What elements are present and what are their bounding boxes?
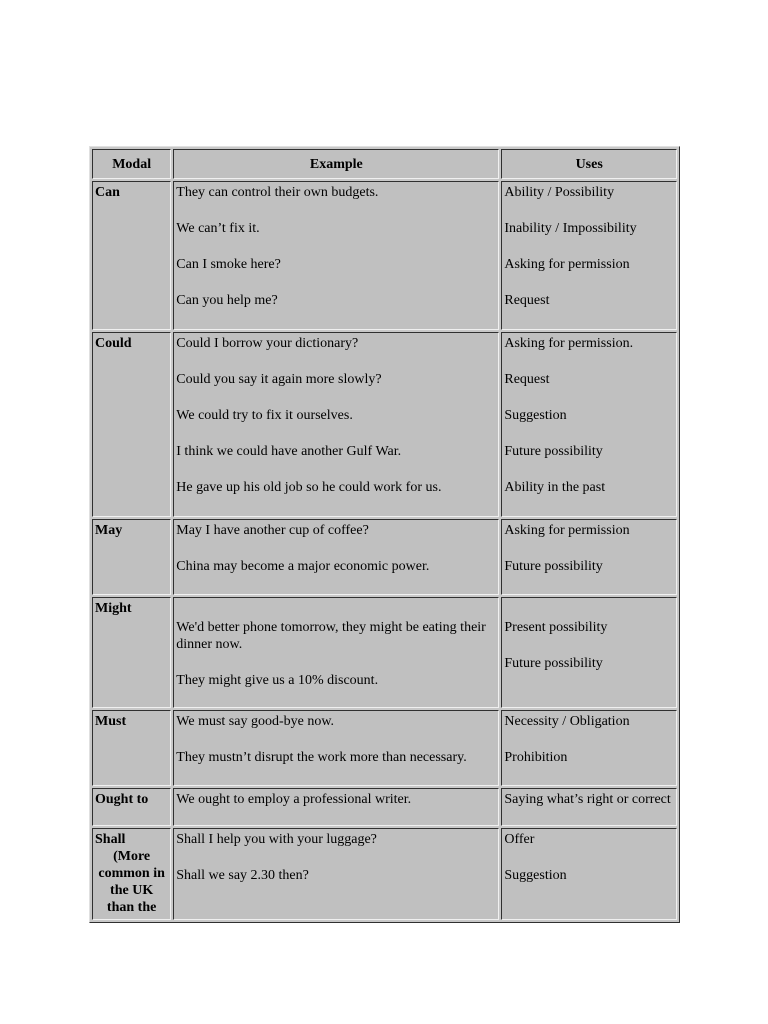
modal-label: Can xyxy=(95,185,120,200)
example-cell xyxy=(173,828,499,920)
table-row-might xyxy=(92,597,677,708)
example-line: We must say good-bye now. xyxy=(176,714,335,729)
modal-cell xyxy=(92,828,171,920)
modal-label: May xyxy=(95,523,123,538)
use-line: Present possibility xyxy=(504,620,608,635)
example-line: I think we could have another Gulf War. xyxy=(176,444,402,459)
use-line: Request xyxy=(504,372,550,387)
use-line: Saying what’s right or correct xyxy=(504,792,671,807)
example-cell xyxy=(173,710,499,786)
table-row-may xyxy=(92,519,677,595)
example-line: Shall we say 2.30 then? xyxy=(176,868,309,883)
example-line: We ought to employ a professional writer. xyxy=(176,792,412,807)
use-line: Future possibility xyxy=(504,444,603,459)
uses-cell xyxy=(501,710,677,786)
use-line: Request xyxy=(504,293,550,308)
use-line: Asking for permission. xyxy=(504,336,634,351)
example-line: They can control their own budgets. xyxy=(176,185,379,200)
example-line: Shall I help you with your luggage? xyxy=(176,832,377,847)
use-line: Asking for permission xyxy=(504,257,630,272)
modal-cell xyxy=(92,519,171,595)
uses-cell xyxy=(501,332,677,517)
modal-label: Must xyxy=(95,714,127,729)
use-line: Suggestion xyxy=(504,408,567,423)
table-row-shall xyxy=(92,828,677,920)
use-line: Ability / Possibility xyxy=(504,185,615,200)
modal-cell xyxy=(92,332,171,517)
uses-cell xyxy=(501,181,677,330)
example-line: They mustn’t disrupt the work more than necessary. xyxy=(176,750,467,765)
modal-cell xyxy=(92,597,171,708)
modal-cell xyxy=(92,788,171,826)
example-line: May I have another cup of coffee? xyxy=(176,523,369,538)
modal-label: Ought to xyxy=(95,792,149,807)
example-line: China may become a major economic power. xyxy=(176,559,430,574)
use-line: Future possibility xyxy=(504,656,603,671)
uses-cell xyxy=(501,597,677,708)
table-row-ought-to xyxy=(92,788,677,826)
uses-cell xyxy=(501,788,677,826)
example-cell xyxy=(173,181,499,330)
table-header-row xyxy=(92,149,677,179)
example-line: We'd better phone tomorrow, they might be eating their dinner now. xyxy=(176,620,486,652)
example-cell xyxy=(173,597,499,708)
example-line: Could you say it again more slowly? xyxy=(176,372,382,387)
modal-label: Could xyxy=(95,336,132,351)
table-row-must xyxy=(92,710,677,786)
modal-verbs-table xyxy=(89,146,680,923)
example-cell xyxy=(173,332,499,517)
use-line: Necessity / Obligation xyxy=(504,714,630,729)
use-line: Ability in the past xyxy=(504,480,606,495)
use-line: Asking for permission xyxy=(504,523,630,538)
example-line: Can you help me? xyxy=(176,293,278,308)
modal-label: Might xyxy=(95,601,132,616)
use-line: Prohibition xyxy=(504,750,568,765)
header-example: Example xyxy=(173,149,499,179)
example-line: They might give us a 10% discount. xyxy=(176,673,379,688)
uses-cell xyxy=(501,828,677,920)
table-row-could xyxy=(92,332,677,517)
modal-note: (More common in the UK than the xyxy=(98,849,165,915)
example-line: He gave up his old job so he could work for us. xyxy=(176,480,442,495)
uses-cell xyxy=(501,519,677,595)
use-line: Future possibility xyxy=(504,559,603,574)
modal-cell xyxy=(92,181,171,330)
example-line: Can I smoke here? xyxy=(176,257,281,272)
modal-cell xyxy=(92,710,171,786)
modal-label: Shall xyxy=(95,832,126,847)
table-row-can xyxy=(92,181,677,330)
use-line: Offer xyxy=(504,832,535,847)
use-line: Suggestion xyxy=(504,868,567,883)
example-cell xyxy=(173,788,499,826)
example-cell xyxy=(173,519,499,595)
header-uses: Uses xyxy=(501,149,677,179)
header-modal: Modal xyxy=(92,149,171,179)
example-line: We can’t fix it. xyxy=(176,221,260,236)
example-line: Could I borrow your dictionary? xyxy=(176,336,359,351)
use-line: Inability / Impossibility xyxy=(504,221,637,236)
example-line: We could try to fix it ourselves. xyxy=(176,408,353,423)
